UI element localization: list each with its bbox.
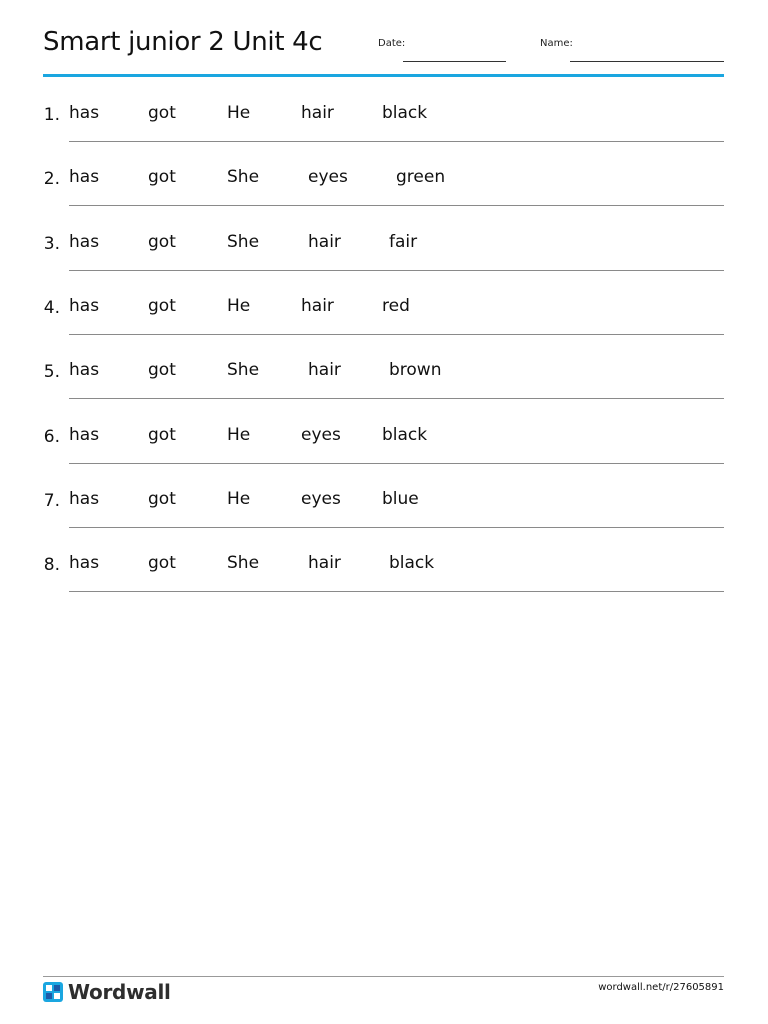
footer-url[interactable]: wordwall.net/r/27605891 <box>598 982 724 993</box>
logo-text: Wordwall <box>68 980 171 1004</box>
word-tile[interactable]: has <box>69 553 100 574</box>
answer-line[interactable] <box>69 463 724 464</box>
word-tile[interactable]: She <box>227 231 260 252</box>
word-tile[interactable]: has <box>69 360 100 381</box>
word-tile[interactable]: black <box>382 103 428 123</box>
exercise-item <box>0 146 768 210</box>
word-tile[interactable]: has <box>69 424 100 445</box>
word-tile[interactable]: got <box>148 231 176 252</box>
exercise-item <box>0 211 768 275</box>
item-number: 4. <box>43 297 60 318</box>
wordwall-logo-icon <box>43 982 63 1002</box>
word-tile[interactable]: black <box>382 424 428 445</box>
word-tile[interactable]: got <box>148 553 176 574</box>
answer-line[interactable] <box>69 270 724 271</box>
answer-line[interactable] <box>69 205 724 206</box>
word-tile[interactable]: has <box>69 488 100 509</box>
word-tile[interactable]: hair <box>308 553 341 574</box>
word-tile[interactable]: black <box>389 553 435 574</box>
word-tile[interactable]: got <box>148 103 176 123</box>
item-number: 6. <box>43 426 60 447</box>
word-tile[interactable]: fair <box>389 231 418 252</box>
exercise-item <box>0 468 768 532</box>
word-tile[interactable]: He <box>227 103 251 123</box>
word-tile[interactable]: She <box>227 553 260 574</box>
answer-line[interactable] <box>69 591 724 592</box>
word-tile[interactable]: hair <box>308 231 341 252</box>
answer-line[interactable] <box>69 141 724 142</box>
name-field[interactable] <box>570 61 724 62</box>
item-number: 3. <box>43 233 60 254</box>
word-tile[interactable]: She <box>227 167 260 188</box>
word-tile[interactable]: He <box>227 295 251 316</box>
word-tile[interactable]: got <box>148 295 176 316</box>
exercise-item <box>0 404 768 468</box>
page-title: Smart junior 2 Unit 4c <box>43 27 323 57</box>
word-tile[interactable]: got <box>148 360 176 381</box>
word-tile[interactable]: has <box>69 295 100 316</box>
word-tile[interactable]: got <box>148 424 176 445</box>
word-tile[interactable]: blue <box>382 488 419 509</box>
footer-divider <box>43 976 724 977</box>
word-tile[interactable]: has <box>69 231 100 252</box>
word-tile[interactable]: eyes <box>301 424 341 445</box>
answer-line[interactable] <box>69 398 724 399</box>
item-number: 1. <box>43 105 60 125</box>
header-divider <box>43 74 724 77</box>
item-number: 2. <box>43 169 60 190</box>
word-tile[interactable]: hair <box>301 103 334 123</box>
date-field[interactable] <box>403 61 506 62</box>
word-tile[interactable]: has <box>69 167 100 188</box>
word-tile[interactable]: brown <box>389 360 442 381</box>
item-number: 5. <box>43 362 60 383</box>
word-tile[interactable]: red <box>382 295 410 316</box>
word-tile[interactable]: eyes <box>308 167 348 188</box>
exercise-item <box>0 339 768 403</box>
word-tile[interactable]: She <box>227 360 260 381</box>
wordwall-logo <box>43 980 171 1004</box>
name-label: Name: <box>540 38 573 49</box>
word-tile[interactable]: got <box>148 167 176 188</box>
word-tile[interactable]: hair <box>308 360 341 381</box>
item-number: 7. <box>43 490 60 511</box>
word-tile[interactable]: hair <box>301 295 334 316</box>
exercise-item <box>0 82 768 146</box>
word-tile[interactable]: green <box>396 167 446 188</box>
item-number: 8. <box>43 555 60 576</box>
word-tile[interactable]: has <box>69 103 100 123</box>
word-tile[interactable]: eyes <box>301 488 341 509</box>
answer-line[interactable] <box>69 334 724 335</box>
word-tile[interactable]: got <box>148 488 176 509</box>
answer-line[interactable] <box>69 527 724 528</box>
exercise-item <box>0 275 768 339</box>
word-tile[interactable]: He <box>227 424 251 445</box>
date-label: Date: <box>378 38 406 49</box>
word-tile[interactable]: He <box>227 488 251 509</box>
exercise-item <box>0 532 768 596</box>
